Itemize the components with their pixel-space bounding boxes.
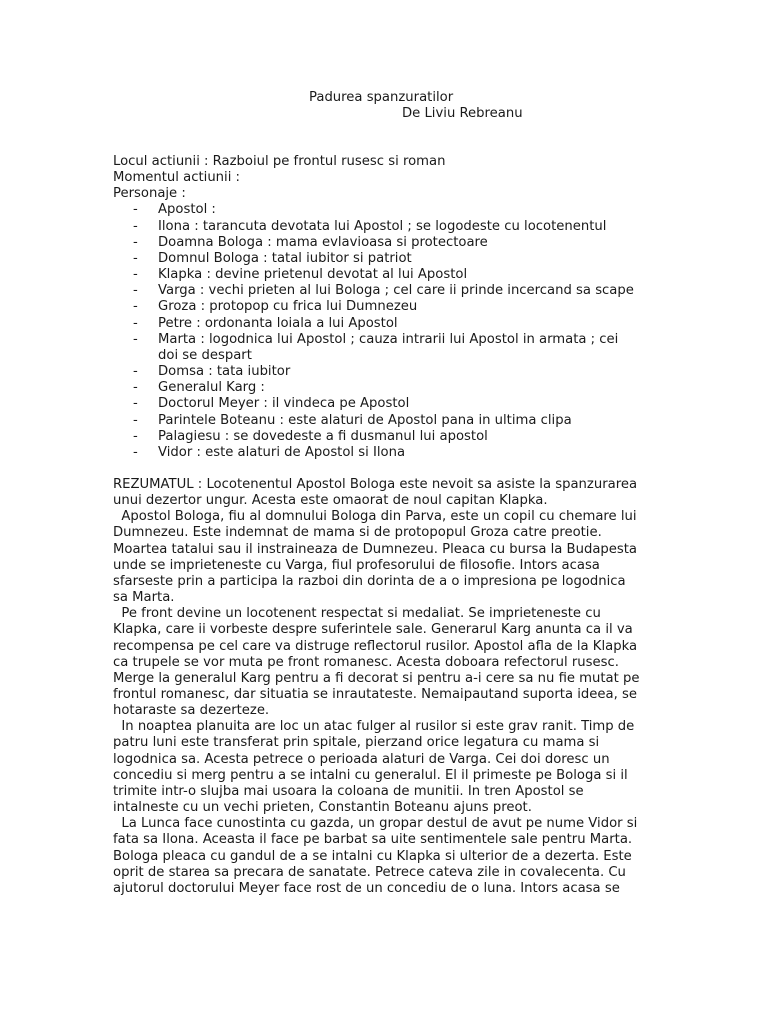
list-dash: - <box>133 234 138 250</box>
rezumat-section <box>113 477 658 897</box>
list-dash: - <box>133 428 138 444</box>
text-line: unde se imprieteneste cu Varga, fiul profesorului de filosofie. Intors acasa <box>113 557 600 573</box>
text-line: intalneste cu un vechi prieten, Constantin Boteanu ajuns preot. <box>113 800 532 816</box>
personaje-list <box>113 202 658 461</box>
personaj-item <box>113 316 658 332</box>
personaj-item <box>113 429 658 445</box>
personaj-text: Vidor : este alaturi de Apostol si Ilona <box>158 444 406 460</box>
personaj-text: Doctorul Meyer : il vindeca pe Apostol <box>158 396 410 412</box>
list-dash: - <box>133 331 138 347</box>
personaj-text: Domnul Bologa : tatal iubitor si patriot <box>158 250 412 266</box>
personaj-item <box>113 445 658 461</box>
personaj-text: Klapka : devine prietenul devotat al lui Apostol <box>158 267 468 283</box>
section-spacer <box>113 461 658 477</box>
list-dash: - <box>133 283 138 299</box>
personaj-text: Domsa : tata iubitor <box>158 364 291 380</box>
text-line: patru luni este transferat prin spitale, pierzand orice legatura cu mama si <box>113 735 600 751</box>
personaj-text: Apostol : <box>158 202 216 218</box>
rezumat-paragraph <box>113 719 658 816</box>
text-line: ca trupele se vor muta pe front romanesc. Acesta doboara refectorul rusesc. <box>113 654 619 670</box>
personaj-text: Generalul Karg : <box>158 380 265 396</box>
personaj-text: Doamna Bologa : mama evlavioasa si protectoare <box>158 234 488 250</box>
text-line: frontul romanesc, dar situatia se inrautateste. Nemaipautand suporta ideea, se <box>113 687 637 702</box>
personaj-text-continuation: doi se despart <box>158 347 252 363</box>
personaj-item <box>113 251 658 267</box>
page-title: Padurea spanzuratilor <box>309 90 454 105</box>
locul-actiunii: Locul actiunii : Razboiul pe frontul rusesc si roman <box>113 154 446 169</box>
momentul-actiunii: Momentul actiunii : <box>113 170 240 186</box>
rezumat-paragraph <box>113 606 658 719</box>
text-line: Moartea tatalui sau il instraineaza de Dumnezeu. Pleaca cu bursa la Budapesta <box>113 541 638 557</box>
personaj-text: Groza : protopop cu frica lui Dumnezeu <box>158 299 418 315</box>
text-line: REZUMATUL : Locotenentul Apostol Bologa este nevoit sa asiste la spanzurarea <box>113 476 638 492</box>
personaj-item <box>113 364 658 380</box>
rezumat-paragraph <box>113 509 658 606</box>
text-line: logodnica sa. Acesta petrece o perioada alaturi de Varga. Cei doi doresc un <box>113 751 610 767</box>
text-line: trimite intr-o slujba mai usoara la coloana de munitii. In tren Apostol se <box>113 783 584 799</box>
rezumat-paragraph <box>113 477 658 509</box>
personaj-item <box>113 219 658 235</box>
document-body <box>113 154 658 897</box>
text-line: Bologa pleaca cu gandul de a se intalni cu Klapka si ulterior de a dezerta. Este <box>113 848 632 864</box>
personaj-item <box>113 267 658 283</box>
text-line: Merge la generalul Karg pentru a fi decorat si pentru a-i cere sa nu fie mutat pe <box>113 670 640 686</box>
personaj-item <box>113 235 658 251</box>
personaj-text: Varga : vechi prieten al lui Bologa ; cel care ii prinde incercand sa scape <box>158 283 634 299</box>
personaj-item <box>113 332 658 364</box>
personaje-label: Personaje : <box>113 186 186 202</box>
text-line: Pe front devine un locotenent respectat si medaliat. Se imprieteneste cu <box>113 606 601 622</box>
list-dash: - <box>133 364 138 380</box>
list-dash: - <box>133 218 138 234</box>
list-dash: - <box>133 412 138 428</box>
personaj-item <box>113 299 658 315</box>
text-line: fata sa Ilona. Aceasta il face pe barbat sa uite sentimentele sale pentru Marta. <box>113 832 633 848</box>
personaj-text: Parintele Boteanu : este alaturi de Apostol pana in ultima clipa <box>158 412 572 428</box>
text-line: La Lunca face cunostinta cu gazda, un gropar destul de avut pe nume Vidor si <box>113 816 638 832</box>
personaj-item <box>113 396 658 412</box>
text-line: sfarseste prin a participa la razboi din dorinta de a o impresiona pe logodnica <box>113 573 626 589</box>
personaj-item <box>113 283 658 299</box>
list-dash: - <box>133 380 138 396</box>
text-line: Dumnezeu. Este indemnat de mama si de protopopul Groza catre preotie. <box>113 525 602 541</box>
text-line: sa Marta. <box>113 590 175 606</box>
text-line: Klapka, care ii vorbeste despre suferintele sale. Generarul Karg anunta ca il va <box>113 622 633 638</box>
personaj-item <box>113 413 658 429</box>
personaj-item <box>113 202 658 218</box>
list-dash: - <box>133 315 138 331</box>
text-line: recompensa pe cel care va distruge reflectorul rusilor. Apostol afla de la Klapka <box>113 638 638 654</box>
list-dash: - <box>133 444 138 460</box>
list-dash: - <box>133 267 138 283</box>
author-line: De Liviu Rebreanu <box>402 106 523 121</box>
list-dash: - <box>133 396 138 412</box>
personaj-text: Marta : logodnica lui Apostol ; cauza intrarii lui Apostol in armata ; cei <box>158 331 619 347</box>
list-dash: - <box>133 299 138 315</box>
text-line: hotaraste sa dezerteze. <box>113 703 270 719</box>
text-line: ajutorul doctorului Meyer face rost de un concediu de o luna. Intors acasa se <box>113 880 620 896</box>
rezumat-paragraph <box>113 816 658 897</box>
text-line: In noaptea planuita are loc un atac fulger al rusilor si este grav ranit. Timp de <box>113 719 635 735</box>
personaj-text: Petre : ordonanta loiala a lui Apostol <box>158 315 398 331</box>
text-line: Apostol Bologa, fiu al domnului Bologa din Parva, este un copil cu chemare lui <box>113 509 637 525</box>
text-line: oprit de starea sa precara de sanatate. Petrece cateva zile in covalecenta. Cu <box>113 864 626 880</box>
text-line: unui dezertor ungur. Acesta este omaorat de noul capitan Klapka. <box>113 493 548 509</box>
list-dash: - <box>133 250 138 266</box>
personaj-text: Palagiesu : se dovedeste a fi dusmanul lui apostol <box>158 428 488 444</box>
personaj-item <box>113 380 658 396</box>
list-dash: - <box>133 202 138 218</box>
personaj-text: Ilona : tarancuta devotata lui Apostol ; se logodeste cu locotenentul <box>158 218 607 234</box>
text-line: concediu si merg pentru a se intalni cu generalul. El il primeste pe Bologa si il <box>113 767 628 783</box>
